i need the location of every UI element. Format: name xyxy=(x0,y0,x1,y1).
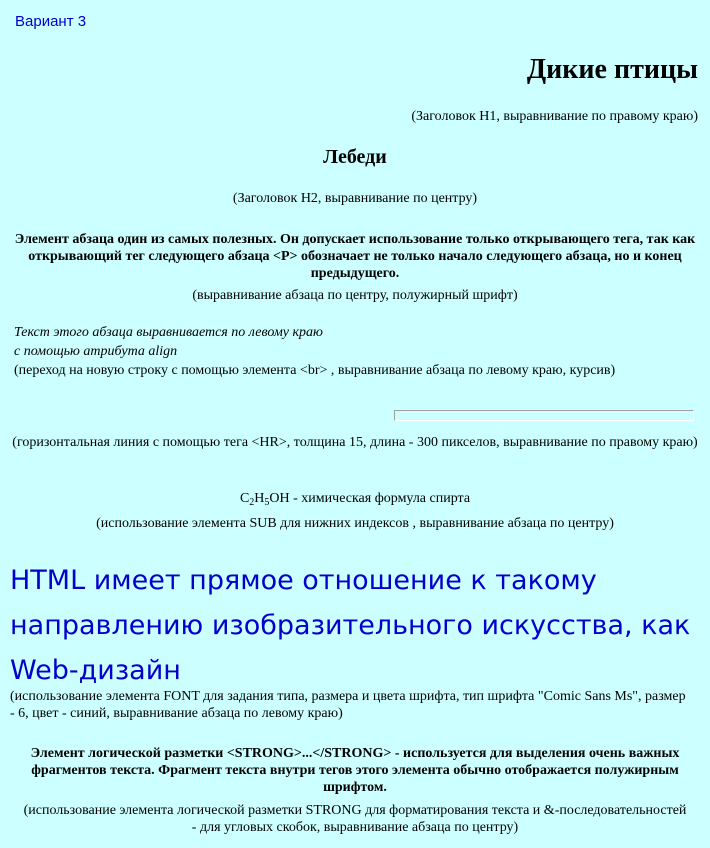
font-paragraph: HTML имеет прямое отношение к такому направлению изобразительного искусства, как Web-дизайн xyxy=(10,565,691,686)
formula-sub-5: 5 xyxy=(264,497,270,508)
h1-note: (Заголовок H1, выравнивание по правому краю) xyxy=(411,109,698,124)
bold-paragraph-note: (выравнивание абзаца по центру, полужирный шрифт) xyxy=(192,288,518,303)
heading-h2: Лебеди xyxy=(323,146,387,168)
formula-sub-2: 2 xyxy=(249,497,255,508)
formula-note: (использование элемента SUB для нижних индексов , выравнивание абзаца по центру) xyxy=(96,516,614,531)
formula-h: H xyxy=(254,491,265,506)
formula-c: C xyxy=(239,491,250,506)
heading-h1: Дикие птицы xyxy=(526,54,698,85)
formula-rest: OH - химическая формула спирта xyxy=(269,491,471,506)
italic-paragraph-note: (переход на новую строку с помощью элемента <br> , выравнивание абзаца по левому краю, курсив) xyxy=(14,363,616,378)
strong-paragraph-note: (использование элемента логической разметки STRONG для форматирования текста и &-последовательностей - для угловых скобок, выравнивание абзаца по центру) xyxy=(23,803,687,835)
formula-line xyxy=(0,490,710,507)
font-paragraph-note: (использование элемента FONT для задания типа, размера и цвета шрифта, тип шрифта "Comic Sans Ms", размер - 6, цвет - синий, выравнивание абзаца по левому краю) xyxy=(10,689,686,721)
italic-line-2: с помощью атрибута align xyxy=(14,344,178,359)
variant-label: Вариант 3 xyxy=(15,13,87,30)
bold-paragraph: Элемент абзаца один из самых полезных. Он допускает использование только открывающего тега, так как открывающий тег следующего абзаца <P> обозначает не только начало следующего абзаца, но и конец предыдущего. xyxy=(14,232,696,281)
strong-paragraph: Элемент логической разметки <STRONG>...</STRONG> - используется для выделения очень важных фрагментов текста. Фрагмент текста внутри тегов этого элемента обычно отображается полужирным шрифтом. xyxy=(30,746,680,795)
h2-note: (Заголовок H2, выравнивание по центру) xyxy=(232,191,478,206)
hr-note: (горизонтальная линия с помощью тега <HR>, толщина 15, длина - 300 пикселов, выравнивание по правому краю) xyxy=(12,435,698,450)
horizontal-rule xyxy=(394,410,694,421)
italic-line-1: Текст этого абзаца выравнивается по левому краю xyxy=(14,325,323,340)
